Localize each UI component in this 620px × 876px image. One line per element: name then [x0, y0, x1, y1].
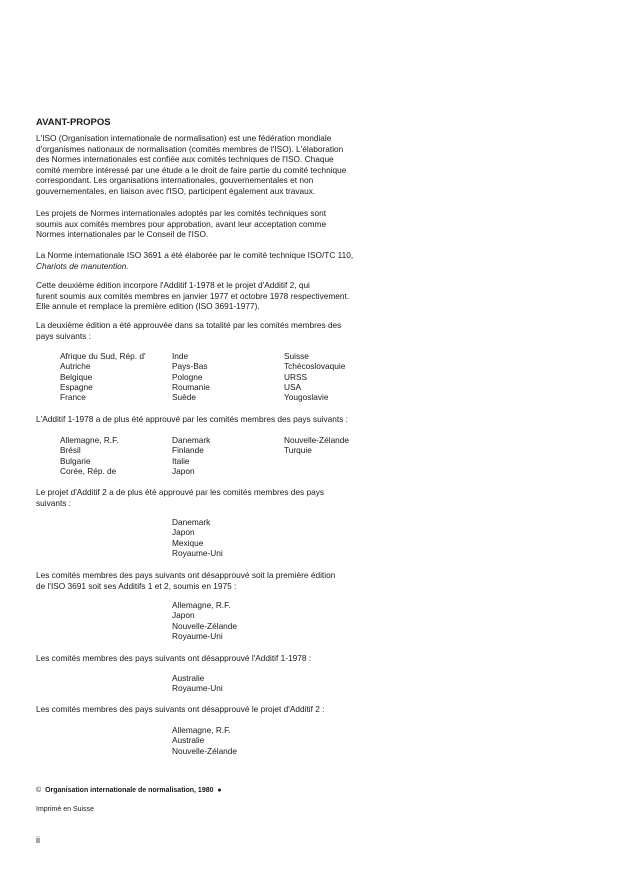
country-name: Bulgarie [60, 455, 91, 466]
text-line: de l'ISO 3691 soit ses Additifs 1 et 2, soumis en 1975 : [36, 580, 237, 591]
printed-in: Imprimé en Suisse [36, 806, 94, 813]
country-name: Inde [172, 351, 189, 361]
copyright-text: Organisation internationale de normalisation, 1980 [45, 787, 214, 794]
text-line: La deuxième édition a été approuvée dans sa totalité par les comités membres des [36, 320, 342, 330]
country-name: Pays-Bas [172, 361, 208, 372]
text-line: suivants : [36, 497, 72, 508]
text-line: Les comités membres des pays suivants ont désapprouvé le projet d'Additif 2 : [36, 704, 325, 714]
paragraph-disapproved-additif-2 [36, 704, 386, 715]
text-line: des Normes internationales est confiée aux comités techniques de l'ISO. Chaque [36, 154, 334, 165]
country-name: France [60, 392, 86, 403]
country-list [172, 600, 237, 641]
paragraph-approval-process [36, 208, 386, 240]
paragraph-second-edition [36, 280, 386, 312]
country-name: Suisse [284, 351, 309, 361]
copyright-symbol: © [36, 787, 42, 794]
country-name: Suède [172, 392, 196, 403]
country-name: Nouvelle-Zélande [284, 435, 350, 445]
paragraph-disapproved-additif-1 [36, 653, 386, 664]
text-line: Les comités membres des pays suivants ont désapprouvé l'Additif 1-1978 : [36, 653, 312, 663]
paragraph-approved-list-intro [36, 320, 386, 341]
country-column-2 [172, 435, 210, 476]
text-line: comité membre intéressé par une étude a le droit de faire partie du comité technique [36, 164, 347, 175]
country-name: Autriche [60, 361, 91, 372]
country-name: Danemark [172, 517, 211, 527]
country-name: Danemark [172, 435, 211, 445]
country-name: Australie [172, 673, 205, 683]
page-number: ii [36, 835, 40, 845]
country-name: Japon [172, 527, 195, 538]
country-name: Allemagne, R.F. [172, 725, 231, 735]
country-name: Japon [172, 465, 195, 476]
country-name: Italie [172, 455, 190, 466]
country-list [172, 517, 223, 558]
text-line: furent soumis aux comités membres en janvier 1977 et octobre 1978 respectivement. [36, 290, 350, 301]
country-name: Pologne [172, 371, 203, 382]
country-column-1 [60, 435, 119, 476]
text-line: correspondant. Les organisations internationales, gouvernementales et non [36, 175, 314, 186]
country-name: Turquie [284, 445, 312, 456]
paragraph-iso-3691 [36, 250, 386, 271]
country-name: Royaume-Uni [172, 630, 223, 641]
country-name: Finlande [172, 445, 204, 456]
text-line: Cette deuxième édition incorpore l'Additif 1-1978 et le projet d'Additif 2, qui [36, 280, 310, 290]
country-list [172, 725, 237, 756]
country-list [172, 673, 223, 694]
text-line: Le projet d'Additif 2 a de plus été approuvé par les comités membres des pays [36, 487, 324, 497]
country-name: Yougoslavie [284, 392, 329, 403]
country-name: Corée, Rép. de [60, 465, 117, 476]
country-column-1 [60, 351, 146, 402]
paragraph-additif-1-approved [36, 414, 386, 425]
country-name: Tchécoslovaquie [284, 361, 346, 372]
country-name: Afrique du Sud, Rép. d' [60, 351, 146, 361]
text-line: Les comités membres des pays suivants ont désapprouvé soit la première édition [36, 570, 336, 580]
bullet-icon: ● [217, 787, 222, 794]
country-name: USA [284, 381, 302, 392]
country-name: Nouvelle-Zélande [172, 620, 238, 631]
paragraph-disapproved-first-edition [36, 570, 386, 591]
country-name: Nouvelle-Zélande [172, 745, 238, 756]
country-name: Brésil [60, 445, 81, 456]
text-line: La Norme internationale ISO 3691 a été élaborée par le comité technique ISO/TC 110, [36, 250, 354, 260]
text-line: gouvernementales, en liaison avec l'ISO, participent également aux travaux. [36, 185, 316, 196]
country-name: Royaume-Uni [172, 547, 223, 558]
country-name: Australie [172, 735, 205, 746]
country-name: Mexique [172, 537, 204, 548]
text-line-italic: Chariots de manutention. [36, 260, 129, 271]
text-line: Normes internationales par le Conseil de l'ISO. [36, 229, 209, 240]
country-name: Espagne [60, 381, 93, 392]
text-line: Les projets de Normes internationales adoptés par les comités techniques sont [36, 208, 327, 218]
text-line: d'organismes nationaux de normalisation (comités membres de l'ISO). L'élaboration [36, 143, 344, 154]
text-line: pays suivants : [36, 330, 91, 341]
country-name: URSS [284, 371, 308, 382]
text-line: L'ISO (Organisation internationale de normalisation) est une fédération mondiale [36, 133, 332, 143]
text-line: soumis aux comités membres pour approbation, avant leur acceptation comme [36, 218, 327, 229]
country-column-3 [284, 435, 349, 456]
section-title: AVANT-PROPOS [36, 117, 111, 128]
country-name: Royaume-Uni [172, 683, 223, 694]
country-name: Belgique [60, 371, 93, 382]
country-column-2 [172, 351, 210, 402]
country-name: Allemagne, R.F. [172, 600, 231, 610]
country-name: Allemagne, R.F. [60, 435, 119, 445]
copyright-line [36, 787, 222, 794]
country-name: Japon [172, 610, 195, 621]
text-line: L'Additif 1-1978 a de plus été approuvé par les comités membres des pays suivants : [36, 414, 348, 424]
country-column-3 [284, 351, 345, 402]
paragraph-iso-intro [36, 133, 386, 197]
text-line: Elle annule et remplace la première edition (ISO 3691-1977). [36, 301, 260, 312]
paragraph-additif-2-approved [36, 487, 386, 508]
country-name: Roumanie [172, 381, 210, 392]
